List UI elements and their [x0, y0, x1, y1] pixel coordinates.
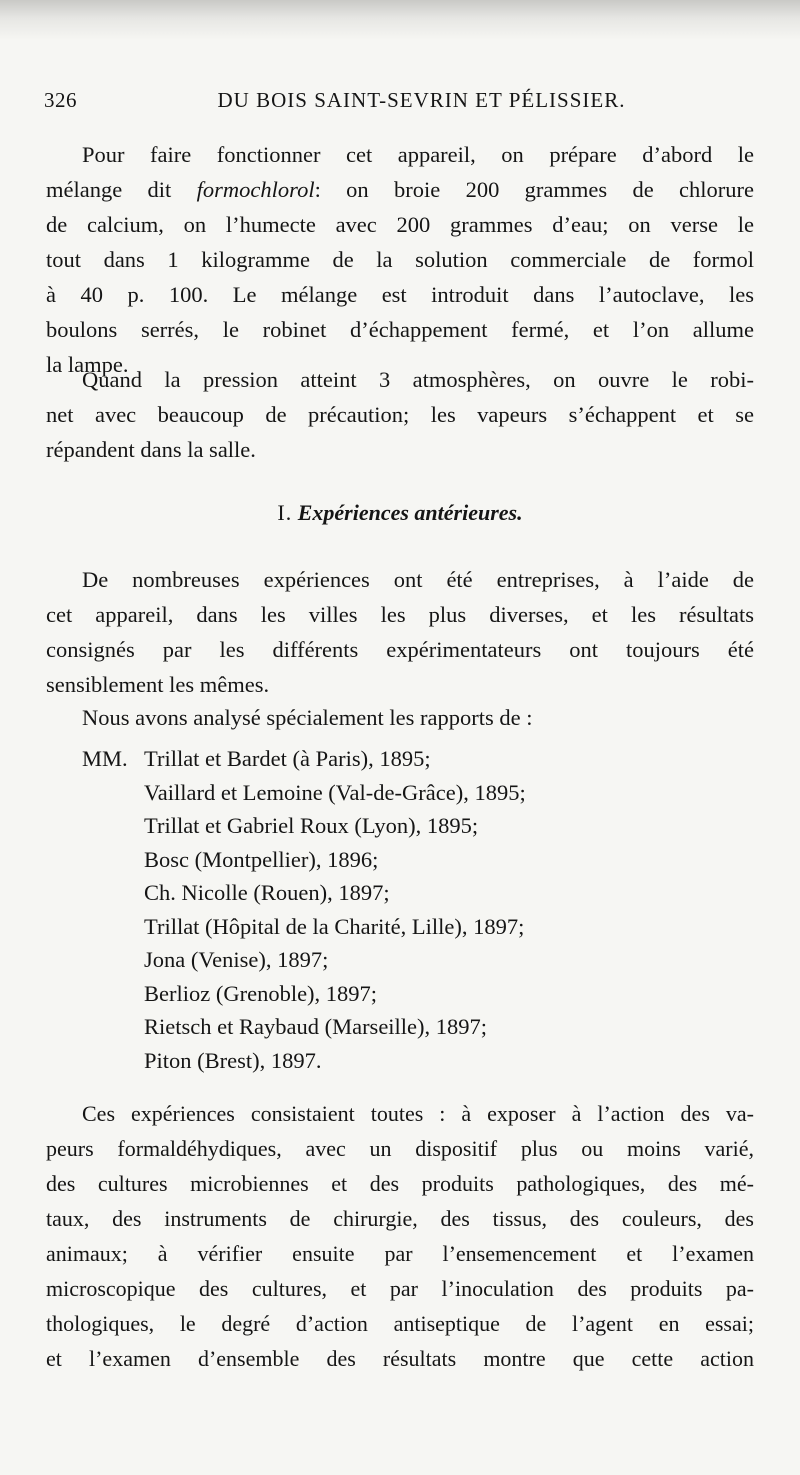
reports-list — [82, 742, 526, 1077]
text-line: microscopique des cultures, et par l’inoculation des produits pa- — [46, 1276, 754, 1301]
text-line: thologiques, le degré d’action antiseptique de l’agent en essai; — [46, 1311, 754, 1336]
text-line: des cultures microbiennes et des produits pathologiques, des mé- — [46, 1171, 754, 1196]
running-title: DU BOIS SAINT-SEVRIN ET PÉLISSIER. — [217, 88, 626, 112]
list-item: Piton (Brest), 1897. — [144, 1047, 322, 1073]
text-line: et l’examen d’ensemble des résultats montre que cette action — [46, 1346, 754, 1371]
text-line: de calcium, on l’humecte avec 200 grammes d’eau; on verse le — [46, 212, 754, 237]
text-line: cet appareil, dans les villes les plus diverses, et les résultats — [46, 602, 754, 627]
text-line: Quand la pression atteint 3 atmosphères, on ouvre le robi- — [82, 367, 754, 392]
list-prefix: MM. — [82, 746, 128, 771]
text-line: De nombreuses expériences ont été entreprises, à l’aide de — [82, 567, 754, 592]
text-line: sensiblement les mêmes. — [46, 672, 270, 697]
text-line: net avec beaucoup de précaution; les vapeurs s’échappent et se — [46, 402, 754, 427]
list-item: MM. Trillat et Bardet (à Paris), 1895; — [82, 742, 526, 776]
page-number: 326 — [44, 88, 77, 112]
list-item: Trillat (Hôpital de la Charité, Lille), 1897; — [144, 913, 525, 939]
text-line: Pour faire fonctionner cet appareil, on prépare d’abord le — [82, 142, 754, 167]
text-line: tout dans 1 kilogramme de la solution commerciale de formol — [46, 247, 754, 272]
text-line: Nous avons analysé spécialement les rapports de : — [82, 705, 533, 730]
paragraph-4 — [46, 700, 754, 735]
list-item: Berlioz (Grenoble), 1897; — [144, 980, 378, 1006]
text-line: peurs formaldéhydiques, avec un dispositif plus ou moins varié, — [46, 1136, 754, 1161]
text-line: la lampe. — [46, 352, 129, 377]
text-line: consignés par les différents expérimentateurs ont toujours été — [46, 637, 754, 662]
page-header — [44, 88, 759, 118]
list-item: Jona (Venise), 1897; — [144, 947, 329, 972]
paragraph-5 — [46, 1097, 754, 1377]
section-title: Expériences antérieures. — [297, 500, 523, 525]
section-number: I. — [277, 500, 293, 525]
text-line: mélange dit formochlorol: on broie 200 grammes de chlorure — [46, 177, 755, 202]
scan-top-edge — [0, 0, 800, 40]
text-line: boulons serrés, le robinet d’échappement fermé, et l’on allume — [46, 317, 754, 342]
paragraph-1 — [46, 137, 754, 382]
text-line: à 40 p. 100. Le mélange est introduit dans l’autoclave, les — [46, 282, 754, 307]
section-heading — [0, 500, 800, 526]
list-item: Ch. Nicolle (Rouen), 1897; — [144, 880, 390, 905]
list-item: Trillat et Gabriel Roux (Lyon), 1895; — [144, 813, 479, 838]
italic-term: formochlorol — [196, 177, 315, 202]
text-line: taux, des instruments de chirurgie, des tissus, des couleurs, des — [46, 1206, 754, 1231]
text-line: Ces expériences consistaient toutes : à exposer à l’action des va- — [82, 1101, 754, 1126]
paragraph-2 — [46, 362, 754, 467]
list-item: Vaillard et Lemoine (Val-de-Grâce), 1895; — [144, 779, 526, 805]
list-item: Rietsch et Raybaud (Marseille), 1897; — [144, 1014, 488, 1039]
text-line: animaux; à vérifier ensuite par l’ensemencement et l’examen — [46, 1241, 754, 1266]
paragraph-3 — [46, 562, 754, 702]
list-item: Bosc (Montpellier), 1896; — [144, 846, 379, 872]
text-line: répandent dans la salle. — [46, 437, 256, 462]
